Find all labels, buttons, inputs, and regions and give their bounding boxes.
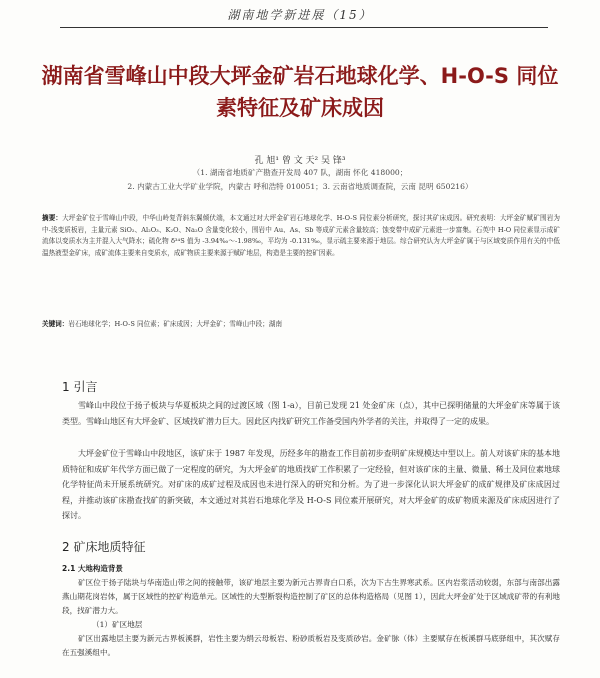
keywords — [42, 318, 560, 328]
abstract-text: 大坪金矿位于雪峰山中段，中华山岭复背斜东翼倾伏端，本文通过对大坪金矿岩石地球化学、H-O-S 同位素分析研究，探讨其矿床成因。研究表明：大坪金矿赋矿围岩为中-浅变质板岩，主量元素 SiO₂、Al₂O₃、K₂O、Na₂O 含量变化较小，围岩中 Au、As、Sb 等成矿元素含量较高；蚀变带中成矿元素进一步富集。石英中 H-O 同位素显示成矿流体以变质水为主并混入大气降水；硫化物 δ³⁴S 值为 -3.94‰～-1.98‰，平均为 -0.131‰，显示硫主要来源于地层。综合研究认为大坪金矿属于与区域变质作用有关的中低温热液型金矿床，成矿流体主要来自变质水，成矿物质主要来源于赋矿地层，构造是主要的控矿因素。 — [42, 214, 560, 257]
title-line-2: 素特征及矿床成因 — [216, 96, 384, 120]
affiliation-2: 2. 内蒙古工业大学矿业学院，内蒙古 呼和浩特 010051；3. 云南省地质调查院，云南 昆明 650216） — [127, 182, 473, 191]
subsection-title-tectonic: 2.1 大地构造背景 — [62, 564, 123, 573]
section-title-introduction: 1 引言 — [62, 380, 98, 394]
authors: 孔 旭¹ 曾 文 天² 吴 锋³ — [254, 156, 346, 166]
header-rule — [60, 27, 548, 28]
strata-paragraph: 矿区出露地层主要为新元古界板溪群，岩性主要为绢云母板岩、粉砂质板岩及变质砂岩。金矿脉（体）主要赋存在板溪群马底驿组中，其次赋存在五强溪组中。 — [62, 634, 560, 657]
affiliation-1: （1. 湖南省地质矿产勘查开发局 407 队，湖南 怀化 418000； — [192, 168, 408, 177]
abstract-label: 摘要： — [42, 214, 63, 222]
abstract — [42, 213, 560, 259]
title-line-1: 湖南省雪峰山中段大坪金矿岩石地球化学、H-O-S 同位 — [41, 64, 559, 88]
article-title — [40, 60, 560, 124]
keywords-text: 岩石地球化学；H-O-S 同位素；矿床成因；大坪金矿；雪峰山中段；湖南 — [68, 320, 283, 328]
intro-paragraph-2: 大坪金矿位于雪峰山中段地区，该矿床于 1987 年发现，历经多年的勘查工作目前初步查明矿床规模达中型以上。前人对该矿床的基本地质特征和成矿年代学方面已做了一定程度的研究，为大坪金矿的地质找矿工作积累了一定经验，但对该矿床的主量、微量、稀土及同位素地球化学特征尚未开展系统研究。对矿床的成矿过程及成因也未进行深入的研究和分析。为了进一步深化认识大坪金矿的成矿规律及矿床成因过程，并推动该矿床勘查找矿的新突破，本文通过对其岩石地球化学及 H-O-S 同位素开展研究，对大坪金矿的成矿物质来源及矿床成因进行了探讨。 — [62, 449, 560, 520]
keywords-label: 关键词： — [42, 320, 69, 328]
running-header: 湖南地学新进展（15） — [227, 8, 373, 22]
intro-paragraph-1: 雪峰山中段位于扬子板块与华夏板块之间的过渡区域（图 1-a），目前已发现 21 处金矿床（点），其中已探明储量的大坪金矿床等属于该类型。雪峰山地区有大坪金矿、区域找矿潜力巨大。因此区内找矿研究工作备受国内外学者的关注，并取得了一定的成果。 — [62, 401, 560, 426]
tectonic-paragraph: 矿区位于扬子陆块与华南造山带之间的接触带，该矿地层主要为新元古界青白口系，次为下古生界寒武系。区内岩浆活动较弱，东部与南部出露燕山期花岗岩体，属于区域性的控矿构造单元。区域性的大型断裂构造控制了矿区的总体构造格局（见图 1），因此大坪金矿处于区域成矿带的有利地段，找矿潜力大。 — [62, 578, 560, 615]
section-title-geology: 2 矿床地质特征 — [62, 540, 146, 554]
subsection-title-strata: （1）矿区地层 — [92, 620, 143, 629]
